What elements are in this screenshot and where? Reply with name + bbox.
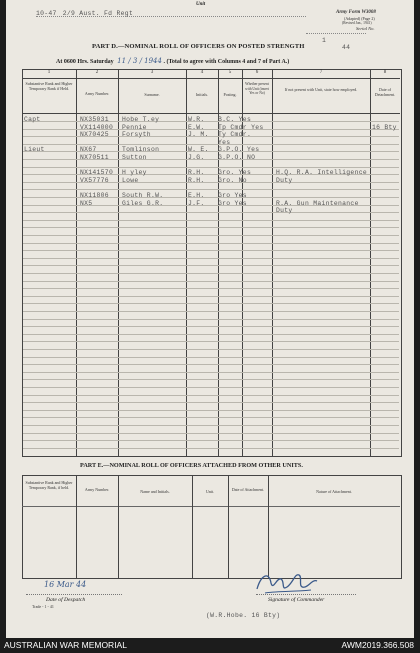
table-ruled-line bbox=[23, 243, 399, 244]
row-initials: J.F. bbox=[188, 199, 205, 207]
row-initials: J.G. bbox=[188, 154, 205, 161]
part-e-header-unit: Unit. bbox=[205, 489, 215, 494]
form-revised: (Revised Jan., 1941) bbox=[342, 21, 372, 25]
table-ruled-line bbox=[23, 410, 399, 411]
archive-accession-number: AWM2019.366.508 bbox=[341, 640, 414, 650]
row-posting: G.P.O. NO bbox=[218, 154, 256, 161]
col-number-5: 5 bbox=[228, 70, 232, 75]
row-posting: Yes bbox=[218, 138, 231, 146]
row-employment: H.Q. R.A. Intelligence bbox=[276, 169, 367, 177]
row-surname: Lowe bbox=[122, 176, 139, 184]
table-ruled-line bbox=[23, 448, 399, 449]
serial-typed: 44 bbox=[342, 44, 351, 51]
col-header-posting: Posting. bbox=[223, 92, 237, 97]
part-e-header-date: Date of Attachment. bbox=[231, 487, 265, 492]
table-ruled-line bbox=[23, 334, 399, 335]
row-initials: W.R. bbox=[188, 116, 205, 123]
row-army-number: NX70511 bbox=[80, 154, 109, 161]
signature-typed-name: (W.R.Hobe. 16 Bty) bbox=[206, 612, 281, 619]
part-e-title: PART E.—NOMINAL ROLL OF OFFICERS ATTACHED FROM OTHER UNITS. bbox=[80, 462, 303, 469]
table-ruled-line bbox=[23, 281, 399, 282]
part-e-col-divider-4 bbox=[228, 475, 229, 578]
row-surname: Tomlinson bbox=[122, 146, 160, 154]
table-ruled-line bbox=[23, 227, 399, 228]
report-date-handwritten: 11 / 3 / 1944 bbox=[117, 57, 162, 65]
row-initials: E.W. bbox=[188, 123, 205, 131]
row-posting: Gro Yes bbox=[218, 199, 247, 207]
row-surname: H yley bbox=[122, 169, 147, 177]
table-ruled-line bbox=[23, 349, 399, 350]
row-posting: Gro Yes bbox=[218, 192, 247, 199]
row-surname: South R.W. bbox=[122, 192, 164, 199]
signature-dotted-line bbox=[256, 594, 356, 595]
table-ruled-line bbox=[23, 167, 399, 168]
col-number-4: 4 bbox=[200, 70, 204, 75]
row-employment: Duty bbox=[276, 207, 293, 215]
row-posting: Ty Cmdr. bbox=[218, 131, 252, 139]
form-adapted: (Adapted) (Page 2) bbox=[344, 16, 375, 21]
at-hours-prefix: At 0600 Hrs. Saturday bbox=[56, 59, 114, 65]
row-posting: Gro. No bbox=[218, 176, 247, 184]
despatch-label: Date of Despatch bbox=[46, 597, 86, 603]
row-army-number: NX5 bbox=[80, 199, 93, 207]
col-header-rank: Substantive Rank and Higher Temporary Rank if Held. bbox=[25, 81, 73, 91]
row-surname: Hobe T.ey bbox=[122, 116, 160, 123]
part-e-col-divider-3 bbox=[192, 475, 193, 578]
col-number-6: 6 bbox=[255, 70, 259, 75]
row-surname: Forsyth bbox=[122, 131, 151, 139]
col-header-initials: Initials. bbox=[195, 92, 209, 97]
part-e-col-divider-1 bbox=[76, 475, 77, 578]
table-ruled-line bbox=[23, 250, 399, 251]
despatch-dotted-line bbox=[26, 594, 122, 595]
print-code: Trade - 1 - 41 bbox=[32, 604, 54, 609]
row-rank: Lieut bbox=[24, 146, 45, 154]
part-e-header-army-number: Army Number. bbox=[84, 487, 110, 492]
col-number-divider bbox=[22, 78, 400, 79]
part-d-title: PART D.—NOMINAL ROLL OF OFFICERS ON POSTED STRENGTH bbox=[92, 43, 305, 50]
col-number-1: 1 bbox=[47, 70, 51, 75]
table-ruled-line bbox=[23, 364, 399, 365]
col-divider-6 bbox=[272, 69, 273, 456]
col-number-2: 2 bbox=[95, 70, 99, 75]
row-initials: R.H. bbox=[188, 176, 205, 184]
table-ruled-line bbox=[23, 440, 399, 441]
table-ruled-line bbox=[23, 387, 399, 388]
col-header-employed: If not present with Unit, state how employed. bbox=[284, 87, 358, 92]
table-ruled-line bbox=[23, 220, 399, 221]
table-ruled-line bbox=[23, 144, 399, 145]
table-ruled-line bbox=[23, 433, 399, 434]
col-divider-1 bbox=[76, 69, 77, 456]
row-rank: Capt bbox=[24, 116, 41, 123]
unit-typed: 10-47 2/9 Aust. Fd Regt bbox=[36, 10, 133, 17]
signature-label: Signature of Commander bbox=[268, 597, 325, 603]
table-ruled-line bbox=[23, 417, 399, 418]
commander-signature bbox=[251, 565, 321, 597]
row-army-number: VX57776 bbox=[80, 176, 109, 184]
at-hours-line bbox=[56, 57, 289, 65]
part-e-header-nature: Nature of Attachment. bbox=[316, 489, 352, 494]
form-number: Army Form W3008 bbox=[336, 10, 376, 15]
table-ruled-line bbox=[23, 311, 399, 312]
row-initials: W. E. bbox=[188, 146, 209, 154]
table-ruled-line bbox=[23, 265, 399, 266]
row-army-number: NX35031 bbox=[80, 116, 109, 123]
serial-dotted-line bbox=[306, 33, 366, 34]
row-army-number: NX141570 bbox=[80, 169, 114, 177]
col-number-3: 3 bbox=[150, 70, 154, 75]
row-posting: G.P.O. Yes bbox=[218, 146, 260, 154]
archive-footer bbox=[0, 638, 420, 653]
col-header-detachment: Date of Detachment. bbox=[374, 87, 396, 97]
col-number-7: 7 bbox=[319, 70, 323, 75]
form-sheet bbox=[6, 0, 414, 638]
row-initials: J. M. bbox=[188, 131, 209, 139]
table-ruled-line bbox=[23, 402, 399, 403]
col-divider-7 bbox=[370, 69, 371, 456]
row-detachment-date: 16 Bty bbox=[372, 123, 397, 131]
at-hours-suffix: . (Total to agree with Columns 4 and 7 of Part A.) bbox=[163, 59, 290, 65]
row-surname: Giles G.R. bbox=[122, 199, 164, 207]
table-ruled-line bbox=[23, 379, 399, 380]
table-ruled-line bbox=[23, 341, 399, 342]
serial-top-typed: 1 bbox=[322, 37, 327, 44]
archive-name: AUSTRALIAN WAR MEMORIAL bbox=[4, 640, 127, 650]
row-posting: Tp Cmdr Yes bbox=[218, 123, 264, 131]
part-d-table bbox=[22, 69, 402, 457]
table-ruled-line bbox=[23, 235, 399, 236]
despatch-date-handwritten: 16 Mar 44 bbox=[44, 580, 87, 589]
part-e-col-divider-2 bbox=[118, 475, 119, 578]
row-posting: B.C. Yes bbox=[218, 116, 252, 123]
table-ruled-line bbox=[23, 425, 399, 426]
part-e-header-rank: Substantive Rank and Higher Temporary Rank, if held. bbox=[25, 480, 73, 490]
table-ruled-line bbox=[23, 273, 399, 274]
table-ruled-line bbox=[23, 303, 399, 304]
col-number-8: 8 bbox=[383, 70, 387, 75]
row-surname: Sutton bbox=[122, 154, 147, 161]
serial-label: Serial No. bbox=[356, 26, 375, 31]
row-army-number: NX11806 bbox=[80, 192, 109, 199]
table-ruled-line bbox=[23, 288, 399, 289]
part-e-header-divider bbox=[22, 506, 400, 507]
part-e-header-name: Name and Initials. bbox=[140, 489, 170, 494]
table-ruled-line bbox=[23, 212, 399, 213]
header-divider bbox=[22, 113, 400, 114]
col-header-surname: Surname. bbox=[144, 92, 160, 97]
part-e-col-divider-5 bbox=[268, 475, 269, 578]
col-header-army-number: Army Number. bbox=[84, 91, 110, 96]
col-header-present: Whether present with Unit (insert Yes or No) bbox=[245, 82, 269, 96]
col-divider-3 bbox=[186, 69, 187, 456]
row-initials: R.H. bbox=[188, 169, 205, 177]
table-ruled-line bbox=[23, 258, 399, 259]
table-ruled-line bbox=[23, 296, 399, 297]
unit-label: Unit bbox=[196, 2, 206, 7]
col-divider-2 bbox=[118, 69, 119, 456]
row-employment: Duty bbox=[276, 176, 293, 184]
row-employment: R.A. Gun Maintenance bbox=[276, 199, 359, 207]
table-ruled-line bbox=[23, 372, 399, 373]
row-initials: E.H. bbox=[188, 192, 205, 199]
table-ruled-line bbox=[23, 319, 399, 320]
table-ruled-line bbox=[23, 326, 399, 327]
row-surname: Pennie bbox=[122, 123, 147, 131]
table-ruled-line bbox=[23, 395, 399, 396]
row-posting: Gro. Yes bbox=[218, 169, 252, 177]
row-army-number: NX70425 bbox=[80, 131, 109, 139]
row-army-number: NX67 bbox=[80, 146, 97, 154]
table-ruled-line bbox=[23, 357, 399, 358]
table-ruled-line bbox=[23, 189, 399, 190]
row-army-number: VX114000 bbox=[80, 123, 114, 131]
